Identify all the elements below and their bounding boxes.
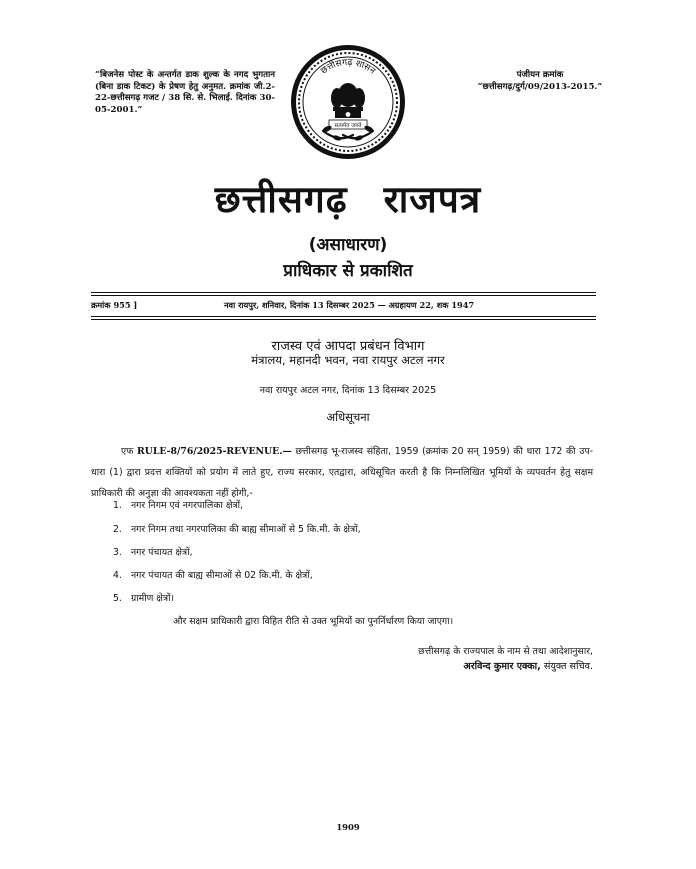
notice-place-date: नवा रायपुर अटल नगर, दिनांक 13 दिसम्बर 2025 xyxy=(259,385,437,396)
issue-rule-top-2 xyxy=(91,295,596,296)
page-number: 1909 xyxy=(336,822,360,832)
closing-line: और सक्षम प्राधिकारी द्वारा विहित रीति से उक्त भूमियों का पुनर्निर्धारण किया जाएगा। xyxy=(173,616,454,627)
notice-body xyxy=(91,441,593,504)
department-name: राजस्व एवं आपदा प्रबंधन विभाग xyxy=(271,339,425,354)
issue-rule-top xyxy=(91,292,596,293)
issue-date-line: नवा रायपुर, शनिवार, दिनांक 13 दिसम्बर 2025 — अग्रहायण 22, शक 1947 xyxy=(224,300,475,310)
governor-order-line: छत्तीसगढ़ के राज्यपाल के नाम से तथा आदेशानुसार, xyxy=(418,646,593,657)
ministry-address: मंत्रालय, महानदी भवन, नवा रायपुर अटल नगर xyxy=(251,353,445,367)
postal-permission-note: “बिजनेस पोस्ट के अन्तर्गत डाक शुल्क के नगद भुगतान (बिना डाक टिकट) के प्रेषण हेतु अनुमत. क्रमांक जी.2-22-छत्तीसगढ़ गजट / 38 सि. से. भिलाई. दिनांक 30-05-2001.” xyxy=(95,70,275,115)
list-item: 4. नगर पंचायत की बाह्य सीमाओं से 02 कि.मी. के क्षेत्रों, xyxy=(113,570,313,581)
issue-rule-bottom-2 xyxy=(91,319,596,320)
body-reference: RULE-8/76/2025-REVENUE.— xyxy=(137,446,292,457)
body-text: छत्तीसगढ़ भू-राजस्व संहिता, 1959 (क्रमांक 20 सन् 1959) की धारा 172 की उप-धारा (1) द्वारा प्रदत्त शक्तियों को प्रयोग में लाते हुए, राज्य सरकार, एतद्वारा, अधिसूचित करती है कि निम्नलिखित भूमियों के व्यपवर्तन हेतु सक्षम प्राधिकारी की अनुज्ञा की आवश्यकता नहीं होगी,- xyxy=(91,446,593,499)
emblem-motto: सत्यमेव जयते xyxy=(334,123,362,129)
gazette-title-part1: छत्तीसगढ़ xyxy=(214,178,348,221)
registration-number: “छत्तीसगढ़/दुर्ग/09/2013-2015.” xyxy=(477,81,603,92)
body-prefix: एफ xyxy=(121,446,134,457)
list-item: 1. नगर निगम एवं नगरपालिका क्षेत्रों, xyxy=(113,500,243,511)
signature-line xyxy=(463,659,593,672)
notification-heading: अधिसूचना xyxy=(326,410,370,424)
registration-block xyxy=(440,70,640,93)
published-by-authority: प्राधिकार से प्रकाशित xyxy=(283,261,413,281)
signatory-title: संयुक्त सचिव. xyxy=(543,661,593,672)
state-emblem-icon xyxy=(289,43,407,161)
list-item: 3. नगर पंचायत क्षेत्रों, xyxy=(113,547,193,558)
registration-label: पंजीयन क्रमांक xyxy=(516,70,564,80)
issue-line xyxy=(91,300,596,314)
issue-rule-bottom xyxy=(91,316,596,317)
gazette-title xyxy=(0,172,696,223)
issue-number: क्रमांक 955 ] xyxy=(91,300,138,310)
list-item: 2. नगर निगम तथा नगरपालिका की बाह्य सीमाओं से 5 कि.मी. के क्षेत्रों, xyxy=(113,524,361,535)
gazette-title-part2: राजपत्र xyxy=(383,178,482,221)
signatory-name: अरविन्द कुमार एक्का, xyxy=(463,661,541,672)
list-item: 5. ग्रामीण क्षेत्रों। xyxy=(113,593,175,604)
emblem-top-text: छत्तीसगढ़ शासन xyxy=(319,57,377,77)
gazette-subtitle: (असाधारण) xyxy=(308,235,388,255)
